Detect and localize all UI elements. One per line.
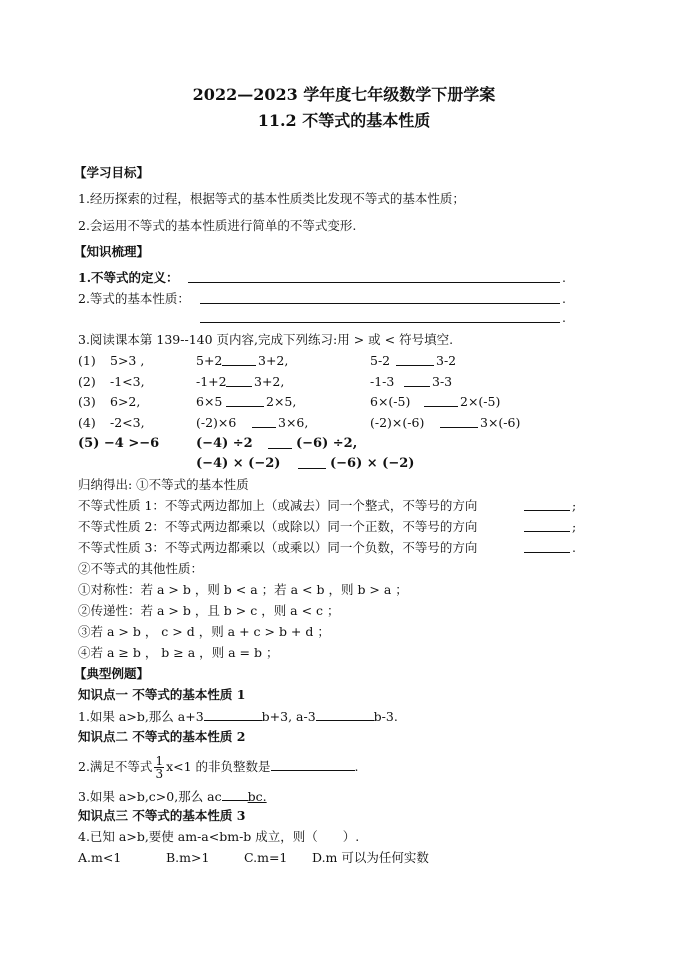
transitivity-property: ②传递性：若 a > b ，且 b > c ，则 a < c ； bbox=[78, 603, 340, 618]
lesson-title: 11.2 不等式的基本性质 bbox=[257, 111, 431, 130]
goals-heading: 【学习目标】 bbox=[74, 165, 150, 180]
blank[interactable] bbox=[252, 415, 276, 428]
choice-a[interactable]: A.m<1 bbox=[78, 850, 122, 865]
property-1-end: ; bbox=[572, 498, 577, 513]
definition-period: . bbox=[562, 270, 566, 285]
property-2-blank[interactable] bbox=[524, 519, 570, 532]
blank[interactable] bbox=[298, 456, 326, 469]
blank[interactable] bbox=[404, 374, 430, 387]
blank[interactable] bbox=[226, 394, 264, 407]
choice-b[interactable]: B.m>1 bbox=[166, 850, 210, 865]
equality-period-2: . bbox=[562, 310, 566, 325]
goal-item-2: 2.会运用不等式的基本性质进行简单的不等式变形. bbox=[78, 218, 357, 233]
property-3-end: . bbox=[572, 540, 576, 555]
example-2-blank[interactable] bbox=[271, 758, 355, 771]
example-1-blank-2[interactable] bbox=[316, 708, 374, 721]
summary-line: 归纳得出: ①不等式的基本性质 bbox=[78, 477, 249, 492]
property-2: 不等式性质 2：不等式两边都乘以（或除以）同一个正数，不等号的方向 bbox=[78, 519, 478, 534]
example-4: 4.已知 a>b,要使 am-a<bm-b 成立，则（ ）. bbox=[78, 829, 360, 844]
addition-property: ③若 a > b ， c > d ，则 a + c > b + d ； bbox=[78, 624, 330, 639]
property-1: 不等式性质 1：不等式两边都加上（或减去）同一个整式，不等号的方向 bbox=[78, 498, 478, 513]
example-3: 3.如果 a>b,c>0,那么 ac bc. bbox=[78, 789, 267, 804]
property-1-blank[interactable] bbox=[524, 498, 570, 511]
knowledge-point-3: 知识点三 不等式的基本性质 3 bbox=[78, 808, 246, 823]
example-2: 2.满足不等式 $\frac{1}{3}$ x<1 的非负整数是 . bbox=[78, 754, 359, 781]
knowledge-point-2: 知识点二 不等式的基本性质 2 bbox=[78, 729, 246, 744]
worksheet-page: 2022—2023 学年度七年级数学下册学案 11.2 不等式的基本性质 【学习目标】 1.经历探索的过程，根据等式的基本性质类比发现不等式的基本性质； 2.会运用不等式的基本性质进行简单的不等式变形. 【知识梳理】 1.不等式的定义： . 2.等式的基本性质： . . 3.阅读课本第 139--140 页内容,完成下列练习:用 > 或 < 符号填空. (1) 5>3 , 5+2 3+2, 5-2 3-2 (2) -1<3, -1+2 3+2, -1-3 3-3 (3) 6>2, 6×5 2×5, 6×(-5) 2×(-5) (4) -2<3, (-2)×6 3×6, (-2)×(-6) 3×(-6) (5) −4 >−6 (−4) ÷2 (−6) ÷2, (−4) × (−2) (−6) × (−2) 归纳得出: ①不等式的基本性质 不等式性质 1：不等式两边都加上（或减去）同一个整式，不等号的方向 ; 不等式性质 2：不等式两边都乘以（或除以）同一个正数，不等号的方向 ; 不等式性质 3：不等式两边都乘以（或乘以）同一个负数，不等号的方向 . ②不等式的其他性质： ①对称性：若 a > b ，则 b < a ；若 a < b ，则 b > a ； ②传递性：若 a > b ，且 b > c ，则 a < c ； ③若 a > b ， c > d ，则 a + c > b + d ； ④若 a ≥ b ， b ≥ a ，则 a = b ； 【典型例题】 知识点一 不等式的基本性质 1 1.如果 a>b,那么 a+3 b+3, a-3 b-3. 知识点二 不等式的基本性质 2 2.满足不等式 $\frac{1}{3}$ x<1 的非负整数是 . 3.如果 a>b,c>0,那么 ac bc. 知识点三 不等式的基本性质 3 4.已知 a>b,要使 am-a<bm-b 成立，则（ ）. A.m<1 B.m>1 C.m=1 D.m 可以为任何实数 bbox=[0, 0, 688, 971]
blank[interactable] bbox=[226, 374, 252, 387]
equality-blank-2[interactable] bbox=[200, 322, 560, 323]
blank[interactable] bbox=[440, 415, 478, 428]
one-third-fraction: $\frac{1}{3}$ bbox=[155, 754, 164, 781]
example-1: 1.如果 a>b,那么 a+3 b+3, a-3 b-3. bbox=[78, 709, 398, 724]
equality-period-1: . bbox=[562, 291, 566, 306]
definition-prompt: 1.不等式的定义： bbox=[78, 270, 179, 285]
choice-c[interactable]: C.m=1 bbox=[244, 850, 288, 865]
page-title: 2022—2023 学年度七年级数学下册学案 bbox=[192, 85, 496, 104]
choice-d[interactable]: D.m 可以为任何实数 bbox=[312, 850, 429, 865]
equality-blank-1[interactable] bbox=[200, 303, 560, 304]
example-3-blank[interactable] bbox=[222, 788, 248, 801]
equality-prompt: 2.等式的基本性质： bbox=[78, 291, 190, 306]
property-3-blank[interactable] bbox=[524, 540, 570, 553]
symmetry-property: ①对称性：若 a > b ，则 b < a ；若 a < b ，则 b > a ； bbox=[78, 582, 408, 597]
exercise-instruction: 3.阅读课本第 139--140 页内容,完成下列练习:用 > 或 < 符号填空. bbox=[78, 332, 454, 347]
example-1-blank-1[interactable] bbox=[204, 708, 262, 721]
blank[interactable] bbox=[268, 436, 292, 449]
goal-item-1: 1.经历探索的过程，根据等式的基本性质类比发现不等式的基本性质； bbox=[78, 191, 465, 206]
examples-heading: 【典型例题】 bbox=[74, 666, 150, 681]
antisymmetry-property: ④若 a ≥ b ， b ≥ a ，则 a = b ； bbox=[78, 645, 279, 660]
other-properties-heading: ②不等式的其他性质： bbox=[78, 561, 204, 576]
property-2-end: ; bbox=[572, 519, 577, 534]
knowledge-point-1: 知识点一 不等式的基本性质 1 bbox=[78, 687, 246, 702]
blank[interactable] bbox=[396, 353, 434, 366]
property-3: 不等式性质 3：不等式两边都乘以（或乘以）同一个负数，不等号的方向 bbox=[78, 540, 478, 555]
blank[interactable] bbox=[424, 394, 458, 407]
definition-blank[interactable] bbox=[188, 282, 560, 283]
knowledge-heading: 【知识梳理】 bbox=[74, 244, 150, 259]
blank[interactable] bbox=[222, 353, 256, 366]
